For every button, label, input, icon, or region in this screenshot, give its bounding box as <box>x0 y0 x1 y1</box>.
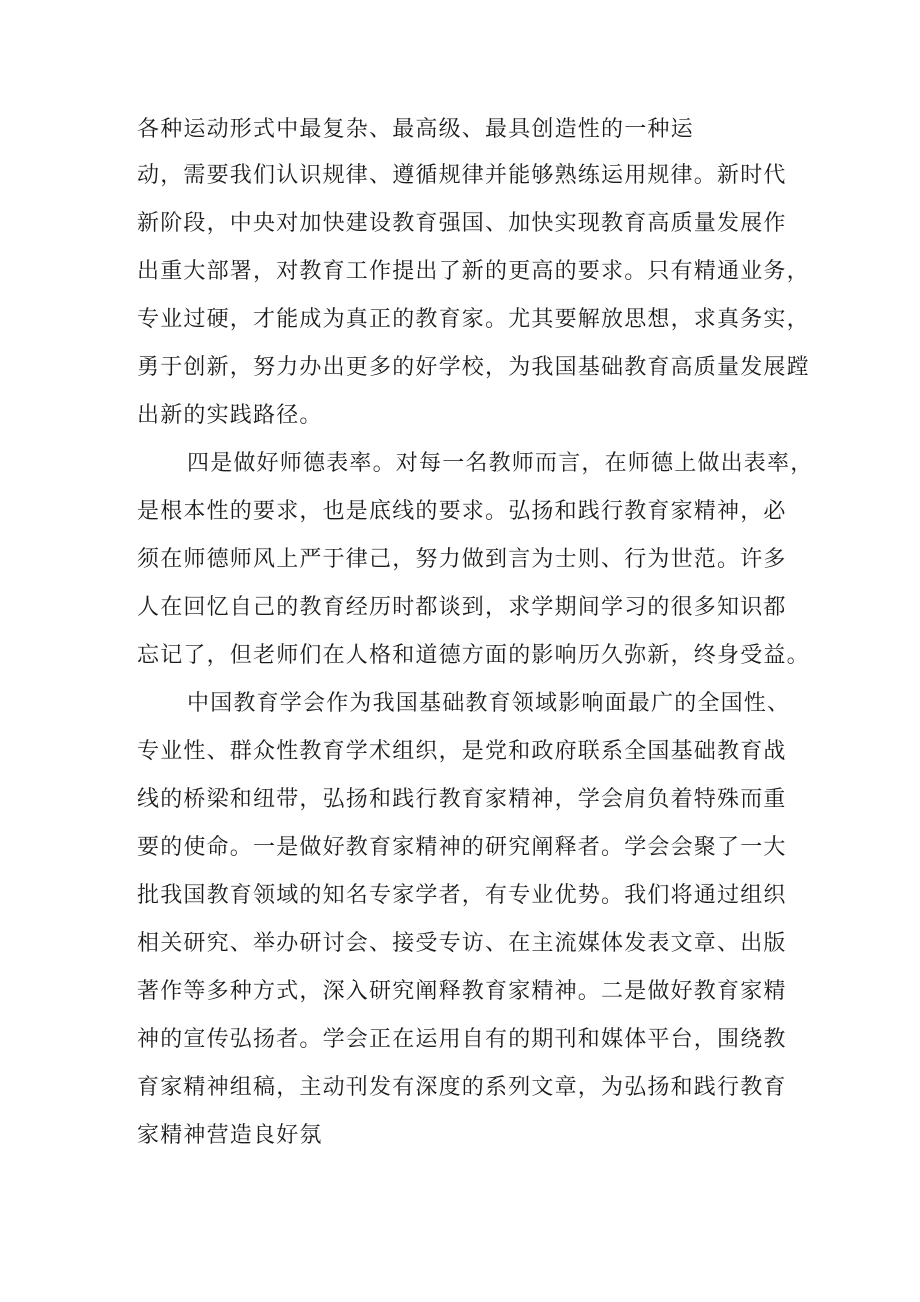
text-line: 专业性、群众性教育学术组织，是党和政府联系全国基础教育战 <box>137 739 787 764</box>
text-line: 是根本性的要求，也是底线的要求。弘扬和践行教育家精神，必 <box>137 499 787 524</box>
text-line: 要的使命。一是做好教育家精神的研究阐释者。学会会聚了一大 <box>137 835 787 860</box>
text-line: 著作等多种方式，深入研究阐释教育家精神。二是做好教育家精 <box>137 979 787 1004</box>
text-line: 家精神营造良好氛 <box>137 1123 323 1148</box>
text-line: 动，需要我们认识规律、遵循规律并能够熟练运用规律。新时代 <box>137 163 787 188</box>
paragraph-start-line: 中国教育学会作为我国基础教育领域影响面最广的全国性、 <box>187 691 791 716</box>
text-line: 新阶段，中央对加快建设教育强国、加快实现教育高质量发展作 <box>137 211 787 236</box>
text-line: 相关研究、举办研讨会、接受专访、在主流媒体发表文章、出版 <box>137 931 787 956</box>
text-line: 专业过硬，才能成为真正的教育家。尤其要解放思想，求真务实， <box>137 307 810 332</box>
text-line: 批我国教育领域的知名专家学者，有专业优势。我们将通过组织 <box>137 883 787 908</box>
text-line: 各种运动形式中最复杂、最高级、最具创造性的一种运 <box>137 117 694 142</box>
text-line: 须在师德师风上严于律己，努力做到言为士则、行为世范。许多 <box>137 547 787 572</box>
text-line: 人在回忆自己的教育经历时都谈到，求学期间学习的很多知识都 <box>137 595 787 620</box>
text-line: 忘记了，但老师们在人格和道德方面的影响历久弥新，终身受益。 <box>137 643 810 668</box>
text-line: 神的宣传弘扬者。学会正在运用自有的期刊和媒体平台，围绕教 <box>137 1027 787 1052</box>
text-line: 出新的实践路径。 <box>137 403 323 428</box>
text-line: 育家精神组稿，主动刊发有深度的系列文章，为弘扬和践行教育 <box>137 1075 787 1100</box>
text-line: 勇于创新，努力办出更多的好学校，为我国基础教育高质量发展蹚 <box>137 355 810 380</box>
paragraph-start-line: 四是做好师德表率。对每一名教师而言，在师德上做出表率， <box>187 451 814 476</box>
text-line: 线的桥梁和纽带，弘扬和践行教育家精神，学会肩负着特殊而重 <box>137 787 787 812</box>
text-line: 出重大部署，对教育工作提出了新的更高的要求。只有精通业务， <box>137 259 810 284</box>
